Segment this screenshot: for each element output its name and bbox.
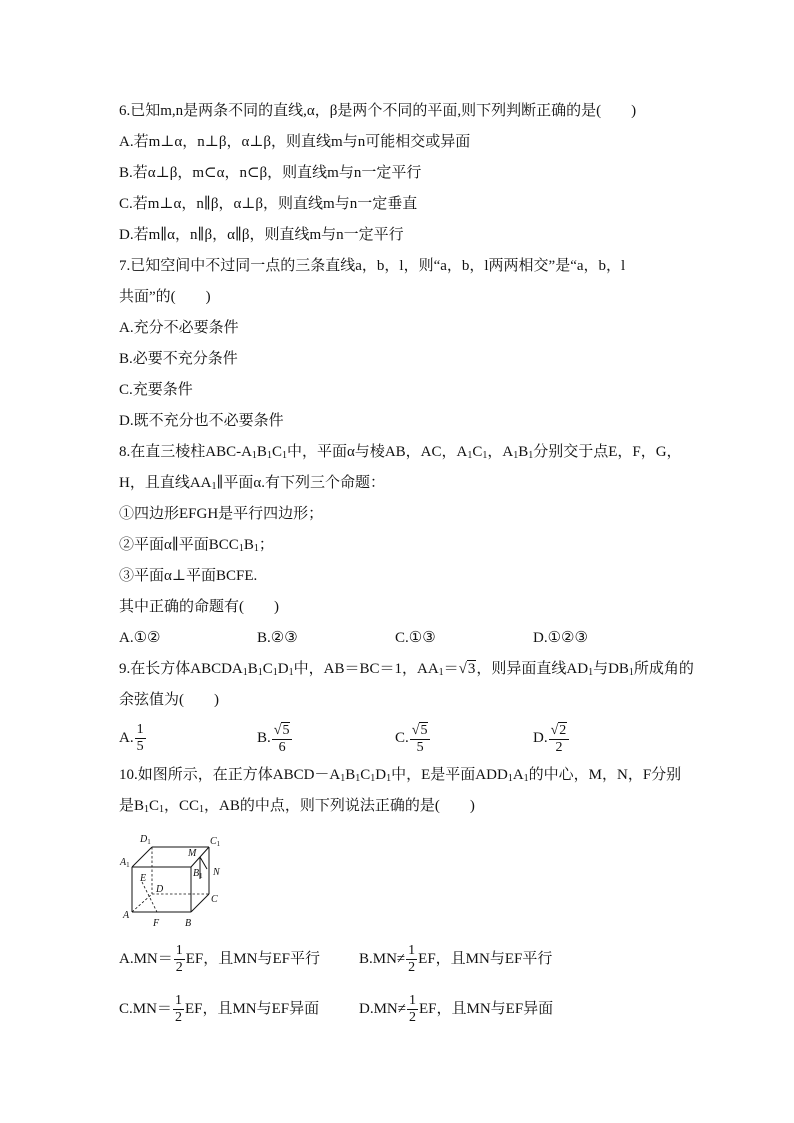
q8-option-d: D.①②③ <box>533 630 588 646</box>
q9-stem-line1: 9.在长方体$ABCDA_1B_1C_1D_1$中，AB＝BC＝1，$AA_1=√3$，则异面直线$AD_1$与$DB_1$所成角的 <box>119 654 709 685</box>
label-B: B <box>185 918 192 929</box>
q8-proposition-2: ②平面α∥平面$BCC_1B_1$； <box>119 537 274 554</box>
q9-option-b: B. $\frac{√5}{6}$ <box>257 716 395 760</box>
q9-stem-line2: 余弦值为( ) <box>119 692 219 708</box>
q8-stem-line1: 8.在直三棱柱ABC-$A_1B_1C_1$中，平面α与棱AB，AC，$A_1C_1$，$A_1B_1$分别交于点E，F，G， <box>119 444 682 461</box>
label-N: N <box>213 867 220 878</box>
q6-option-d: D.若m∥α，n∥β，α∥β，则直线m与n一定平行 <box>119 227 404 243</box>
q7-option-b: B.必要不充分条件 <box>119 351 238 367</box>
q9-option-c: C. $\frac{√5}{5}$ <box>395 716 533 760</box>
q7-stem-line1: 7.已知空间中不过同一点的三条直线a，b，l，则“a，b，l两两相交”是“a，b，l <box>119 258 626 274</box>
q10-stem-line2: 是$B_1C_1$，$CC_1$，AB的中点，则下列说法正确的是( ) <box>119 798 475 815</box>
q8-ask: 其中正确的命题有( ) <box>119 599 279 615</box>
label-D: D <box>156 884 164 895</box>
q6-option-a: A.若m⊥α，n⊥β，α⊥β，则直线m与n可能相交或异面 <box>119 134 471 150</box>
q7-option-d: D.既不充分也不必要条件 <box>119 413 284 429</box>
cube-diagram <box>119 827 231 931</box>
q6-option-b: B.若α⊥β，m⊂α，n⊂β，则直线m与n一定平行 <box>119 165 422 181</box>
q6-stem: 6.已知m,n是两条不同的直线,α，β是两个不同的平面,则下列判断正确的是( ) <box>119 103 637 119</box>
q8-option-c: C.①③ <box>395 630 436 646</box>
q6-option-c: C.若m⊥α，n∥β，α⊥β，则直线m与n一定垂直 <box>119 196 418 212</box>
q8-option-a: A.①② <box>119 630 161 646</box>
label-D1: $D_1$ <box>140 834 151 846</box>
label-C1: $C_1$ <box>210 836 221 848</box>
q8-options <box>119 623 709 654</box>
q7-stem-line2: 共面”的( ) <box>119 289 211 305</box>
q10-stem-line1: 10.如图所示，在正方体$ABCD-A_1B_1C_1D_1$中，E是平面$ADD_1A_1$的中心，M，N，F分别 <box>119 767 682 784</box>
q9-options <box>119 716 709 760</box>
q7-option-a: A.充分不必要条件 <box>119 320 239 336</box>
q8-proposition-3: ③平面α⊥平面BCFE. <box>119 568 258 584</box>
q9-option-a: A. $\frac{1}{5}$ <box>119 722 144 755</box>
q10-option-d: D.MN≠ $\frac{1}{2}$ EF，且MN与EF异面 <box>359 993 554 1026</box>
q10-option-c: C.MN＝ $\frac{1}{2}$ EF，且MN与EF异面 <box>119 993 320 1026</box>
label-E: E <box>140 873 147 884</box>
q10-option-a: A.MN＝ $\frac{1}{2}$ EF，且MN与EF平行 <box>119 943 320 976</box>
q9-option-d: D. $\frac{√2}{2}$ <box>533 716 671 760</box>
q8-proposition-1: ①四边形EFGH是平行四边形； <box>119 506 324 522</box>
label-F: F <box>153 918 160 929</box>
cube-figure <box>119 827 231 931</box>
q7-option-c: C.充要条件 <box>119 382 193 398</box>
q8-option-b: B.②③ <box>257 630 298 646</box>
q10-options-row1 <box>119 934 709 984</box>
label-M: M <box>188 848 197 859</box>
label-B1: $B_1$ <box>193 868 203 880</box>
label-A1: $A_1$ <box>120 857 130 869</box>
q8-stem-line2: H，且直线$AA_1\parallel$平面α.有下列三个命题： <box>119 475 386 492</box>
label-C: C <box>211 894 218 905</box>
q10-option-b: B.MN≠ $\frac{1}{2}$ EF，且MN与EF平行 <box>359 943 553 976</box>
label-A: A <box>123 910 130 921</box>
sqrt-3: √3 <box>458 661 476 677</box>
q10-options-row2 <box>119 984 709 1034</box>
